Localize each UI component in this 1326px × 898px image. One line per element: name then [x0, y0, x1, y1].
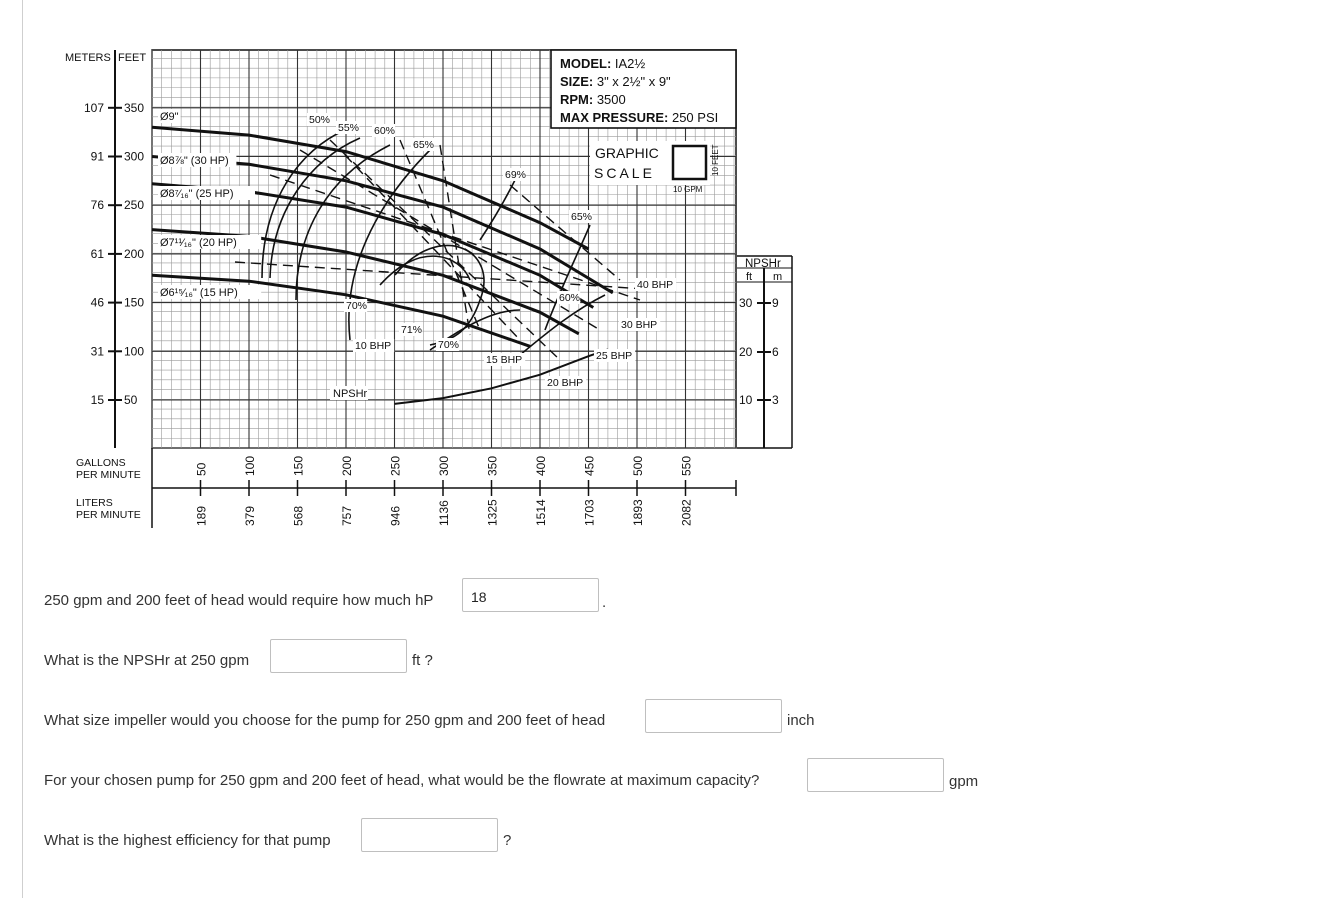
x-tick-lpm: 1136	[437, 500, 451, 526]
x-tick-gpm: 250	[388, 455, 403, 476]
question-5-suffix: ?	[503, 832, 512, 849]
npshr-scale-m: m	[773, 271, 783, 283]
impeller-label: Ø8⅞" (30 HP)	[160, 155, 229, 167]
info-value: 250 PSI	[668, 110, 719, 125]
x-tick-gpm: 300	[437, 455, 451, 476]
answer-1-input[interactable]: 18	[462, 578, 599, 612]
question-2-text: What is the NPSHr at 250 gpm	[44, 652, 250, 669]
info-value: 3" x 2½" x 9"	[593, 74, 671, 89]
x-tick-gpm: 100	[243, 455, 257, 476]
question-2-suffix: ft ?	[412, 652, 433, 669]
x-label-gpm-line2: PER MINUTE	[76, 469, 141, 481]
graphic-scale-feet: 10 FEET	[711, 144, 720, 176]
x-tick-gpm: 350	[485, 455, 500, 476]
y-tick-feet: 100	[124, 344, 145, 359]
question-3-suffix: inch	[787, 712, 815, 729]
y-axis-header-meters: METERS	[65, 52, 111, 64]
info-row	[560, 110, 718, 125]
y-tick-feet: 150	[124, 295, 145, 310]
question-3-text: What size impeller would you choose for the pump for 250 gpm and 200 feet of head	[44, 712, 606, 729]
x-tick-lpm: 1325	[485, 499, 500, 526]
impeller-label: Ø6¹⁵⁄₁₆" (15 HP)	[160, 287, 238, 299]
y-tick-meters: 107	[83, 100, 104, 115]
y-axis-header-feet: FEET	[118, 52, 147, 64]
efficiency-label: 65%	[571, 211, 593, 223]
answer-4-input[interactable]	[807, 758, 944, 792]
graphic-scale-line2: SCALE	[594, 165, 655, 181]
x-tick-lpm: 1893	[631, 499, 645, 526]
x-tick-gpm: 50	[194, 462, 209, 476]
x-tick-gpm: 500	[631, 455, 645, 476]
x-tick-gpm: 450	[582, 455, 597, 476]
info-key: RPM:	[560, 92, 594, 107]
y-tick-feet: 350	[124, 100, 145, 115]
bhp-label: 15 BHP	[486, 354, 523, 366]
impeller-label: Ø8⁷⁄₁₆" (25 HP)	[160, 188, 234, 200]
npshr-curve-label: NPSHr	[333, 388, 368, 400]
efficiency-label: 70%	[346, 300, 368, 312]
graphic-scale-square	[673, 146, 706, 179]
question-1-text: 250 gpm and 200 feet of head would require how much hP	[44, 592, 434, 609]
graphic-scale-line1: GRAPHIC	[595, 145, 659, 161]
y-tick-meters: 61	[90, 246, 104, 261]
x-tick-lpm: 1514	[534, 499, 548, 526]
x-tick-gpm: 550	[679, 455, 694, 476]
question-4-text: For your chosen pump for 250 gpm and 200 feet of head, what would be the flowrate at maximum capacity?	[44, 772, 760, 789]
y-tick-feet: 200	[124, 246, 145, 261]
efficiency-label: 69%	[505, 169, 527, 181]
efficiency-label: 55%	[338, 122, 360, 134]
y-tick-meters: 15	[90, 393, 104, 407]
npshr-tick-m: 3	[772, 393, 779, 407]
x-tick-lpm: 379	[243, 505, 257, 526]
npshr-scale-title: NPSHr	[745, 258, 781, 270]
info-key: MAX PRESSURE:	[560, 110, 669, 125]
y-tick-feet: 300	[124, 149, 145, 164]
info-row	[560, 92, 626, 107]
npshr-scale-ft: ft	[746, 271, 753, 283]
x-tick-gpm: 150	[291, 455, 306, 476]
efficiency-label: 70%	[438, 339, 460, 351]
impeller-label: Ø7¹¹⁄₁₆" (20 HP)	[160, 237, 237, 249]
graphic-scale-gpm: 10 GPM	[673, 185, 703, 194]
x-tick-lpm: 568	[291, 505, 306, 526]
efficiency-label: 71%	[401, 324, 423, 336]
x-tick-lpm: 946	[388, 505, 403, 526]
bhp-label: 25 BHP	[596, 350, 633, 362]
x-tick-lpm: 757	[340, 505, 354, 526]
x-label-gpm-line1: GALLONS	[76, 457, 126, 469]
npshr-tick-ft: 10	[739, 393, 753, 407]
info-value: 3500	[593, 92, 626, 107]
y-tick-meters: 91	[90, 149, 104, 164]
efficiency-label: 50%	[309, 114, 331, 126]
question-1-suffix: .	[602, 594, 607, 611]
bhp-label: 10 BHP	[355, 340, 392, 352]
y-tick-meters: 76	[90, 198, 104, 213]
x-tick-lpm: 2082	[679, 499, 694, 526]
npshr-tick-ft: 20	[739, 345, 753, 359]
x-tick-lpm: 1703	[582, 499, 597, 526]
efficiency-label: 60%	[559, 292, 581, 304]
y-tick-meters: 31	[90, 344, 104, 359]
efficiency-label: 65%	[413, 139, 435, 151]
answer-5-input[interactable]	[361, 818, 498, 852]
x-tick-lpm: 189	[194, 505, 209, 526]
npshr-tick-m: 6	[772, 345, 779, 359]
npshr-tick-m: 9	[772, 296, 779, 310]
x-label-lpm-line1: LITERS	[76, 497, 113, 509]
info-row	[560, 74, 671, 89]
question-4-suffix: gpm	[949, 773, 979, 790]
bhp-label: 40 BHP	[637, 279, 674, 291]
answer-3-input[interactable]	[645, 699, 782, 733]
info-key: MODEL:	[560, 56, 612, 71]
y-tick-feet: 50	[124, 393, 138, 407]
info-key: SIZE:	[560, 74, 594, 89]
info-row	[560, 56, 645, 71]
efficiency-label: 60%	[374, 125, 396, 137]
x-tick-gpm: 200	[340, 455, 354, 476]
x-label-lpm-line2: PER MINUTE	[76, 509, 141, 521]
answer-2-input[interactable]	[270, 639, 407, 673]
y-tick-feet: 250	[124, 198, 145, 213]
bhp-label: 20 BHP	[547, 377, 584, 389]
info-value: IA2½	[611, 56, 646, 71]
x-tick-gpm: 400	[534, 455, 548, 476]
question-5-text: What is the highest efficiency for that pump	[44, 832, 331, 849]
npshr-tick-ft: 30	[739, 296, 753, 310]
y-tick-meters: 46	[90, 295, 104, 310]
bhp-label: 30 BHP	[621, 319, 658, 331]
impeller-label: Ø9"	[160, 111, 179, 123]
